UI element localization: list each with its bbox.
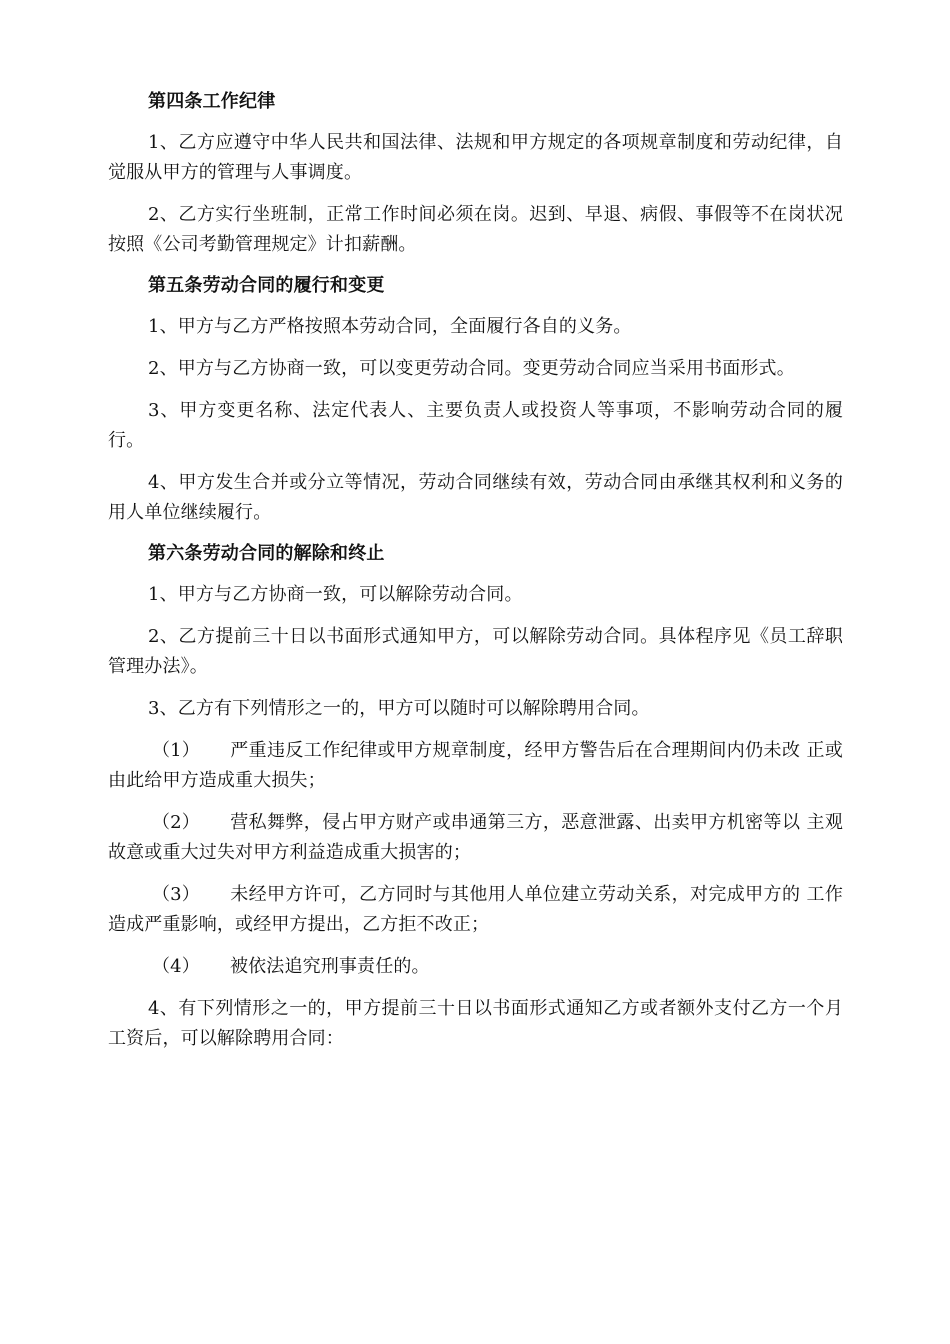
list-item [108,808,843,868]
paragraph: 1、乙方应遵守中华人民共和国法律、法规和甲方规定的各项规章制度和劳动纪律，自觉服从甲方的管理与人事调度。 [108,132,843,183]
list-item-number: （1） [152,740,200,761]
list-item-number: （4） [152,956,200,977]
paragraph: 1、甲方与乙方严格按照本劳动合同，全面履行各自的义务。 [148,316,632,337]
paragraph: 1、甲方与乙方协商一致，可以解除劳动合同。 [148,584,523,605]
list-item-text: 营私舞弊，侵占甲方财产或串通第三方，恶意泄露、出卖甲方机密等以 主观故意或重大过失对甲方利益造成重大损害的； [108,812,843,863]
paragraph: 2、乙方提前三十日以书面形式通知甲方，可以解除劳动合同。具体程序见《员工辞职管理办法》。 [108,626,843,677]
paragraph: 3、乙方有下列情形之一的，甲方可以随时可以解除聘用合同。 [148,698,650,719]
section-article-4 [108,88,843,260]
list-item-number: （2） [152,812,200,833]
section-heading: 第六条劳动合同的解除和终止 [148,543,385,564]
list-item-number: （3） [152,884,200,905]
paragraph: 4、甲方发生合并或分立等情况，劳动合同继续有效，劳动合同由承继其权利和义务的用人单位继续履行。 [108,472,843,523]
paragraph: 3、甲方变更名称、法定代表人、主要负责人或投资人等事项，不影响劳动合同的履行。 [108,400,843,451]
section-article-6 [108,540,843,1054]
list-item [108,880,843,940]
paragraph: 2、甲方与乙方协商一致，可以变更劳动合同。变更劳动合同应当采用书面形式。 [148,358,795,379]
list-item [108,952,843,982]
paragraph: 4、有下列情形之一的，甲方提前三十日以书面形式通知乙方或者额外支付乙方一个月工资后，可以解除聘用合同： [108,998,843,1049]
paragraph: 2、乙方实行坐班制，正常工作时间必须在岗。迟到、早退、病假、事假等不在岗状况按照《公司考勤管理规定》计扣薪酬。 [108,204,843,255]
list-item [108,736,843,796]
list-item-text: 严重违反工作纪律或甲方规章制度，经甲方警告后在合理期间内仍未改 正或由此给甲方造成重大损失； [108,740,843,791]
document-body [108,88,843,1066]
section-heading: 第五条劳动合同的履行和变更 [148,275,385,296]
list-item-text: 未经甲方许可，乙方同时与其他用人单位建立劳动关系，对完成甲方的 工作造成严重影响，或经甲方提出，乙方拒不改正； [108,884,843,935]
section-heading: 第四条工作纪律 [148,91,276,112]
section-article-5 [108,272,843,528]
list-item-text: 被依法追究刑事责任的。 [230,956,430,977]
